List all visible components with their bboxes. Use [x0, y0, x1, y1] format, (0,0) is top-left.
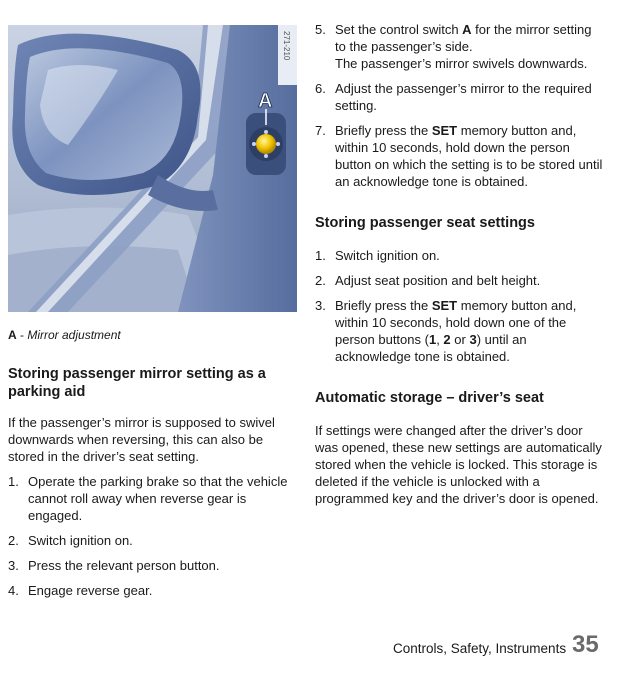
list-item: 5. Set the control switch A for the mirror setting to the passenger’s side. The passenger’s mirror swivels downwards.: [315, 22, 592, 71]
page-number: 35: [572, 631, 599, 658]
seat-steps-block: [315, 247, 605, 365]
list-item: 3. Briefly press the SET memory button and, within 10 seconds, hold down one of the person buttons (1, 2 or 3) until an acknowledge tone is obtained.: [315, 298, 577, 364]
left-intro-block: [8, 414, 292, 465]
mirror-adjustment-illustration: [8, 25, 297, 312]
list-item: 1. Switch ignition on.: [315, 248, 440, 263]
left-steps-block: [8, 473, 298, 599]
seat-steps: [315, 247, 605, 365]
section-heading-automatic-storage: Automatic storage – driver’s seat: [315, 390, 544, 406]
left-intro-paragraph: If the passenger’s mirror is supposed to swivel downwards when reversing, this can also be stored in the driver’s seat setting.: [8, 415, 275, 464]
list-item: 2. Switch ignition on.: [8, 533, 133, 548]
seat-heading-block: [315, 214, 605, 232]
figure-caption: A - Mirror adjustment: [8, 328, 121, 342]
parking-aid-steps: [8, 473, 298, 599]
list-item: 7. Briefly press the SET memory button and, within 10 seconds, hold down the person button on which the setting is to be stored until an acknowledge tone is obtained.: [315, 123, 603, 189]
left-heading-block: [8, 365, 283, 401]
section-heading-seat-settings: Storing passenger seat settings: [315, 215, 535, 231]
list-item: 3. Press the relevant person button.: [8, 558, 220, 573]
auto-heading-block: [315, 389, 605, 407]
auto-text-block: [315, 422, 603, 507]
footer-section-title: Controls, Safety, Instruments: [393, 641, 567, 656]
list-item: 2. Adjust seat position and belt height.: [315, 273, 541, 288]
automatic-storage-paragraph: If settings were changed after the driver’s door was opened, these new settings are automatically stored when the vehicle is locked. This storage is deleted if the vehicle is unlocked with a programmed key and the driver’s door is opened.: [315, 423, 602, 506]
list-item: 4. Engage reverse gear.: [8, 583, 153, 598]
mirror-steps-continued: [315, 21, 605, 190]
list-item: 1. Operate the parking brake so that the vehicle cannot roll away when reverse gear is engaged.: [8, 474, 288, 523]
caption-text: Mirror adjustment: [27, 328, 121, 342]
caption-key: A: [8, 328, 17, 342]
switch-label-a: A: [258, 90, 273, 112]
mirror-illustration-svg: [8, 25, 297, 312]
list-item: 6. Adjust the passenger’s mirror to the required setting.: [315, 81, 592, 113]
figure-code: 271-210: [282, 31, 291, 61]
right-steps-continued: [315, 21, 605, 190]
section-heading-mirror-parking: Storing passenger mirror setting as a parking aid: [8, 366, 266, 400]
